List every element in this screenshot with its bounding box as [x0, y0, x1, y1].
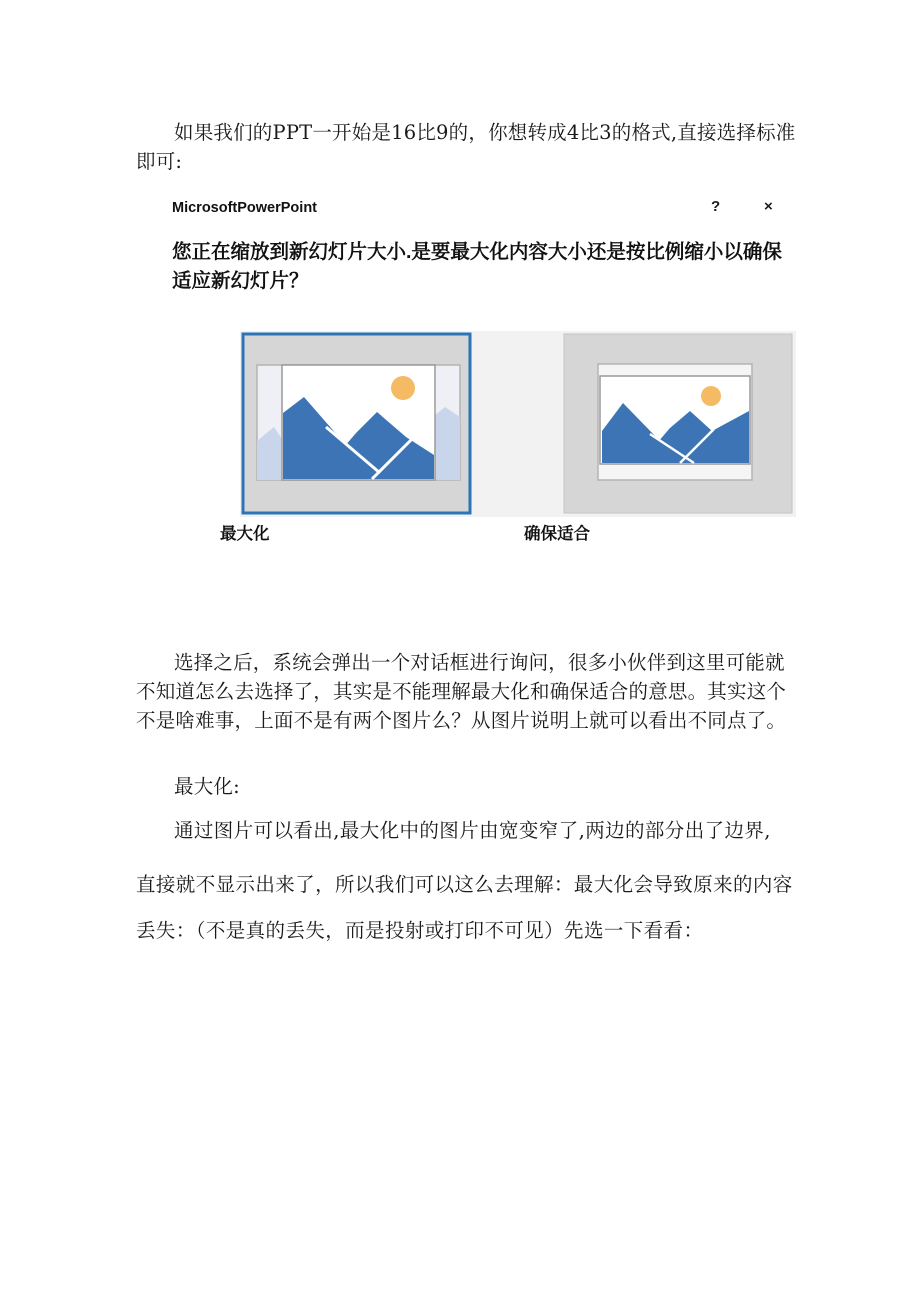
ensure-fit-image-icon [600, 376, 750, 464]
maximize-explanation-line-1: 通过图片可以看出,最大化中的图片由宽变窄了,两边的部分出了边界, [174, 819, 771, 842]
section-heading-maximize: 最大化: [174, 775, 240, 798]
close-button[interactable]: × [764, 198, 773, 215]
dialog-question: 您正在缩放到新幻灯片大小.是要最大化内容大小还是按比例缩小以确保适应新幻灯片？ [172, 241, 782, 292]
explanation-paragraph: 选择之后，系统会弹出一个对话框进行询问，很多小伙伴到这里可能就不知道怎么去选择了，其实是不能理解最大化和确保适合的意思。其实这个不是啥难事，上面不是有两个图片么？从图片说明上就可以看出不同点了。 [136, 651, 787, 732]
ensure-fit-option-card[interactable] [564, 334, 792, 513]
maximize-option-card[interactable] [243, 334, 470, 513]
scale-options-illustration [240, 331, 796, 517]
dialog-title: MicrosoftPowerPoint [172, 200, 318, 216]
intro-paragraph: 如果我们的PPT一开始是16比9的，你想转成4比3的格式,直接选择标准即可: [136, 121, 796, 173]
maximize-explanation-line-2: 直接就不显示出来了，所以我们可以这么去理解：最大化会导致原来的内容 [136, 873, 793, 896]
maximize-explanation-line-3: 丢失：（不是真的丢失，而是投射或打印不可见）先选一下看看： [136, 919, 704, 942]
help-button[interactable]: ? [711, 198, 721, 215]
maximize-label[interactable]: 最大化 [220, 525, 270, 543]
maximize-image-icon [282, 365, 435, 480]
ensure-fit-label[interactable]: 确保适合 [524, 525, 590, 543]
